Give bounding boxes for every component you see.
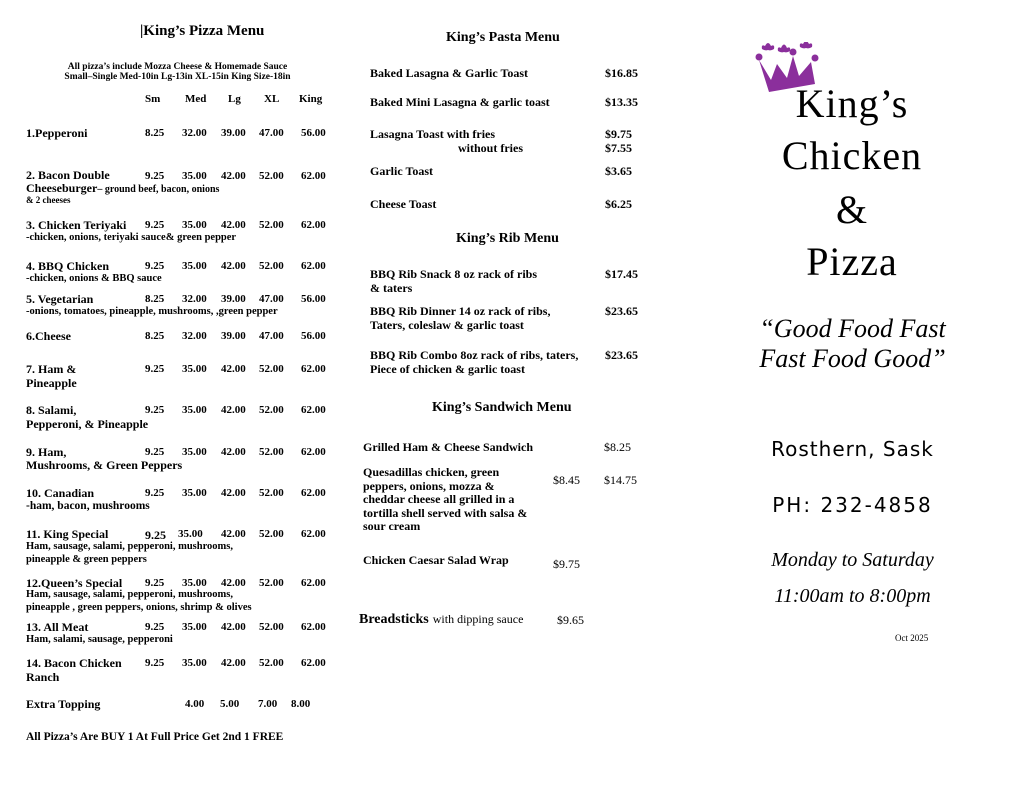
brand-name-line1: King’s bbox=[795, 81, 909, 126]
pasta-item-price: $9.75 bbox=[605, 127, 632, 141]
pizza-item-name-part: Cheeseburger bbox=[26, 181, 98, 195]
pizza-item-name-line2: Pineapple bbox=[26, 376, 77, 390]
pizza-item-name: 12.Queen’s Special bbox=[26, 576, 123, 590]
pizza-menu-note: All pizza’s include Mozza Cheese & Homemade Sauce bbox=[67, 62, 288, 72]
breadsticks-price: $9.65 bbox=[557, 613, 584, 627]
rib-item-line2: & taters bbox=[370, 281, 413, 295]
quesadilla-desc-line: tortilla shell served with salsa & bbox=[363, 506, 528, 520]
brand-name-line3: & bbox=[835, 187, 869, 232]
pizza-promo: All Pizza’s Are BUY 1 At Full Price Get 2nd 1 FREE bbox=[26, 731, 284, 743]
size-header-lg: Lg bbox=[228, 93, 241, 105]
rib-item-line2: Piece of chicken & garlic toast bbox=[370, 362, 525, 376]
pizza-item-name-line2 bbox=[26, 181, 219, 196]
pizza-price-sm: 9.25 bbox=[145, 260, 165, 272]
pizza-price-sm: 9.25 bbox=[145, 170, 165, 182]
pizza-item-name: 4. BBQ Chicken bbox=[26, 259, 110, 273]
pizza-price-sm: 9.25 bbox=[145, 621, 165, 633]
pasta-item-price: $6.25 bbox=[605, 197, 632, 211]
quesadilla-desc-line: peppers, onions, mozza & bbox=[363, 479, 495, 493]
pizza-item-desc: -onions, tomatoes, pineapple, mushrooms, ,green pepper bbox=[26, 306, 278, 317]
pizza-price-lg: 42.00 bbox=[221, 621, 246, 633]
pasta-item-price: $7.55 bbox=[605, 141, 632, 155]
pasta-item-name: Baked Mini Lasagna & garlic toast bbox=[370, 95, 550, 109]
pasta-item-price: $16.85 bbox=[605, 66, 638, 80]
pasta-item-name: Garlic Toast bbox=[370, 164, 434, 178]
pizza-price-xl: 52.00 bbox=[259, 446, 284, 458]
pizza-price-med: 32.00 bbox=[182, 127, 207, 139]
pizza-item-desc: – ground beef, bacon, onions bbox=[97, 184, 220, 195]
pizza-price-med: 32.00 bbox=[182, 293, 207, 305]
rib-item-line2: Taters, coleslaw & garlic toast bbox=[370, 318, 524, 332]
pizza-price-med: 35.00 bbox=[182, 657, 207, 669]
pizza-price-king: 56.00 bbox=[301, 127, 326, 139]
pizza-item-name: 1.Pepperoni bbox=[26, 126, 88, 140]
pizza-price-med: 35.00 bbox=[182, 446, 207, 458]
breadsticks-item bbox=[359, 610, 523, 628]
pizza-item-desc: -chicken, onions, teriyaki sauce& green pepper bbox=[26, 232, 237, 243]
pizza-item-name: 8. Salami, bbox=[26, 403, 77, 417]
breadsticks-name: Breadsticks bbox=[359, 612, 429, 627]
pizza-item-name: 5. Vegetarian bbox=[26, 292, 94, 306]
pasta-item-price: $3.65 bbox=[605, 164, 632, 178]
brand-name-line2: Chicken bbox=[781, 133, 923, 178]
rib-item-price: $23.65 bbox=[605, 348, 638, 362]
pizza-price-med: 35.00 bbox=[182, 487, 207, 499]
breadsticks-suffix: with dipping sauce bbox=[432, 612, 524, 626]
extra-price-lg: 7.00 bbox=[258, 698, 278, 710]
pizza-price-xl: 47.00 bbox=[259, 127, 284, 139]
slogan-line2: Fast Food Good” bbox=[759, 344, 946, 373]
size-header-med: Med bbox=[185, 93, 207, 105]
pizza-item-desc-line2: pineapple & green peppers bbox=[26, 554, 147, 565]
location: Rosthern, Sask bbox=[771, 437, 934, 461]
pizza-price-xl: 52.00 bbox=[259, 170, 284, 182]
pizza-price-med: 35.00 bbox=[182, 577, 207, 589]
pizza-price-king: 56.00 bbox=[301, 330, 326, 342]
pizza-price-xl: 47.00 bbox=[259, 293, 284, 305]
pizza-price-king: 62.00 bbox=[301, 657, 326, 669]
extra-price-xl: 8.00 bbox=[291, 698, 311, 710]
pizza-price-lg: 42.00 bbox=[221, 170, 246, 182]
pizza-item-name: 11. King Special bbox=[26, 527, 109, 541]
pizza-price-lg: 42.00 bbox=[221, 219, 246, 231]
pizza-price-lg: 39.00 bbox=[221, 330, 246, 342]
pizza-price-sm: 9.25 bbox=[145, 577, 165, 589]
pizza-item-name: 14. Bacon Chicken bbox=[26, 656, 122, 670]
sandwich-menu-title: King’s Sandwich Menu bbox=[432, 400, 572, 415]
brand-name-line4: Pizza bbox=[806, 239, 898, 284]
pizza-price-lg: 39.00 bbox=[221, 127, 246, 139]
pizza-price-med: 32.00 bbox=[182, 330, 207, 342]
pizza-item-name: 6.Cheese bbox=[26, 329, 71, 343]
pasta-item-name: Lasagna Toast with fries bbox=[370, 127, 496, 141]
sandwich-item-name: Grilled Ham & Cheese Sandwich bbox=[363, 440, 533, 454]
pizza-price-lg: 42.00 bbox=[221, 404, 246, 416]
pizza-price-king: 56.00 bbox=[301, 293, 326, 305]
pizza-menu-title: |King’s Pizza Menu bbox=[140, 23, 265, 39]
extra-price-med: 5.00 bbox=[220, 698, 240, 710]
pizza-price-sm: 9.25 bbox=[145, 446, 165, 458]
size-header-king: King bbox=[299, 93, 323, 105]
pizza-item-desc-line2: pineapple , green peppers, onions, shrimp & olives bbox=[26, 602, 252, 613]
quesadilla-desc-line: Quesadillas chicken, green bbox=[363, 465, 500, 479]
pizza-price-sm: 9.25 bbox=[145, 404, 165, 416]
pizza-item-name: 2. Bacon Double bbox=[26, 168, 110, 182]
pizza-price-med: 35.00 bbox=[178, 528, 203, 540]
pizza-item-name-line2: Ranch bbox=[26, 670, 60, 684]
pizza-item-desc-line2: & 2 cheeses bbox=[26, 195, 71, 205]
pizza-price-lg: 42.00 bbox=[221, 446, 246, 458]
pizza-price-xl: 52.00 bbox=[259, 657, 284, 669]
pizza-price-xl: 52.00 bbox=[259, 219, 284, 231]
pizza-price-xl: 52.00 bbox=[259, 260, 284, 272]
rib-item-price: $23.65 bbox=[605, 304, 638, 318]
pizza-price-med: 35.00 bbox=[182, 219, 207, 231]
pizza-price-lg: 42.00 bbox=[221, 577, 246, 589]
pasta-item-name: Cheese Toast bbox=[370, 197, 437, 211]
pizza-price-med: 35.00 bbox=[182, 621, 207, 633]
pizza-price-king: 62.00 bbox=[301, 446, 326, 458]
pizza-price-xl: 47.00 bbox=[259, 330, 284, 342]
pizza-price-king: 62.00 bbox=[301, 363, 326, 375]
pizza-price-lg: 42.00 bbox=[221, 528, 246, 540]
pizza-item-desc: -ham, bacon, mushrooms bbox=[26, 500, 150, 512]
pizza-price-sm: 9.25 bbox=[145, 219, 165, 231]
wrap-item-price: $9.75 bbox=[553, 557, 580, 571]
extra-topping-label: Extra Topping bbox=[26, 697, 101, 711]
pizza-price-xl: 52.00 bbox=[259, 363, 284, 375]
pizza-price-king: 62.00 bbox=[301, 404, 326, 416]
pasta-item-name: without fries bbox=[458, 141, 523, 155]
pizza-price-king: 62.00 bbox=[301, 170, 326, 182]
pizza-price-sm: 8.25 bbox=[145, 330, 165, 342]
quesadilla-desc-line: sour cream bbox=[363, 519, 421, 533]
phone-number: PH: 232-4858 bbox=[772, 493, 933, 517]
pizza-item-desc: Ham, salami, sausage, pepperoni bbox=[26, 634, 173, 645]
pizza-price-king: 62.00 bbox=[301, 621, 326, 633]
pizza-price-med: 35.00 bbox=[182, 260, 207, 272]
pizza-item-name: 13. All Meat bbox=[26, 620, 89, 634]
pizza-price-sm: 8.25 bbox=[145, 293, 165, 305]
pizza-item-name-line2: Mushrooms, & Green Peppers bbox=[26, 458, 183, 472]
pizza-item-name: 10. Canadian bbox=[26, 486, 95, 500]
wrap-item-name: Chicken Caesar Salad Wrap bbox=[363, 553, 509, 567]
rib-item-line1: BBQ Rib Snack 8 oz rack of ribs bbox=[370, 267, 538, 281]
pizza-price-king: 62.00 bbox=[301, 219, 326, 231]
rib-item-line1: BBQ Rib Dinner 14 oz rack of ribs, bbox=[370, 304, 551, 318]
pasta-item-name: Baked Lasagna & Garlic Toast bbox=[370, 66, 529, 80]
pizza-item-name: 9. Ham, bbox=[26, 445, 67, 459]
pizza-price-sm: 9.25 bbox=[145, 657, 165, 669]
pizza-price-xl: 52.00 bbox=[259, 621, 284, 633]
rib-item-line1: BBQ Rib Combo 8oz rack of ribs, taters, bbox=[370, 348, 579, 362]
size-header-xl: XL bbox=[264, 93, 280, 105]
pizza-price-xl: 52.00 bbox=[259, 528, 284, 540]
pizza-price-king: 62.00 bbox=[301, 577, 326, 589]
pizza-item-desc: -chicken, onions & BBQ sauce bbox=[26, 273, 162, 284]
pizza-price-med: 35.00 bbox=[182, 404, 207, 416]
slogan-line1: “Good Food Fast bbox=[759, 314, 946, 343]
quesadilla-price-large: $14.75 bbox=[604, 473, 637, 487]
sandwich-item-price: $8.25 bbox=[604, 440, 631, 454]
pizza-price-xl: 52.00 bbox=[259, 577, 284, 589]
size-header-sm: Sm bbox=[145, 93, 161, 105]
pizza-item-name: 7. Ham & bbox=[26, 362, 77, 376]
pizza-price-king: 62.00 bbox=[301, 528, 326, 540]
pizza-price-sm: 9.25 bbox=[145, 528, 166, 542]
pizza-menu-sizes-note: Small–Single Med-10in Lg-13in XL-15in King Size-18in bbox=[64, 72, 291, 82]
pizza-price-lg: 42.00 bbox=[221, 363, 246, 375]
pizza-item-name-line2: Pepperoni, & Pineapple bbox=[26, 417, 149, 431]
pizza-item-desc: Ham, sausage, salami, pepperoni, mushrooms, bbox=[26, 589, 234, 600]
pizza-price-lg: 39.00 bbox=[221, 293, 246, 305]
pizza-price-king: 62.00 bbox=[301, 487, 326, 499]
menu-date: Oct 2025 bbox=[895, 633, 929, 643]
rib-menu-title: King’s Rib Menu bbox=[456, 231, 559, 246]
quesadilla-price-small: $8.45 bbox=[553, 473, 580, 487]
pasta-menu-title: King’s Pasta Menu bbox=[446, 30, 560, 45]
pizza-price-xl: 52.00 bbox=[259, 404, 284, 416]
pizza-price-sm: 9.25 bbox=[145, 487, 165, 499]
pasta-item-price: $13.35 bbox=[605, 95, 638, 109]
pizza-item-name: 3. Chicken Teriyaki bbox=[26, 218, 127, 232]
pizza-price-sm: 9.25 bbox=[145, 363, 165, 375]
rib-item-price: $17.45 bbox=[605, 267, 638, 281]
pizza-price-xl: 52.00 bbox=[259, 487, 284, 499]
pizza-price-lg: 42.00 bbox=[221, 487, 246, 499]
pizza-price-med: 35.00 bbox=[182, 170, 207, 182]
pizza-price-sm: 8.25 bbox=[145, 127, 165, 139]
pizza-price-med: 35.00 bbox=[182, 363, 207, 375]
pizza-price-lg: 42.00 bbox=[221, 260, 246, 272]
open-hours: 11:00am to 8:00pm bbox=[774, 585, 931, 607]
pizza-item-desc: Ham, sausage, salami, pepperoni, mushrooms, bbox=[26, 541, 234, 552]
pizza-price-lg: 42.00 bbox=[221, 657, 246, 669]
extra-price-sm: 4.00 bbox=[185, 698, 205, 710]
pizza-price-king: 62.00 bbox=[301, 260, 326, 272]
open-days: Monday to Saturday bbox=[771, 549, 934, 571]
quesadilla-desc-line: cheddar cheese all grilled in a bbox=[363, 492, 515, 506]
